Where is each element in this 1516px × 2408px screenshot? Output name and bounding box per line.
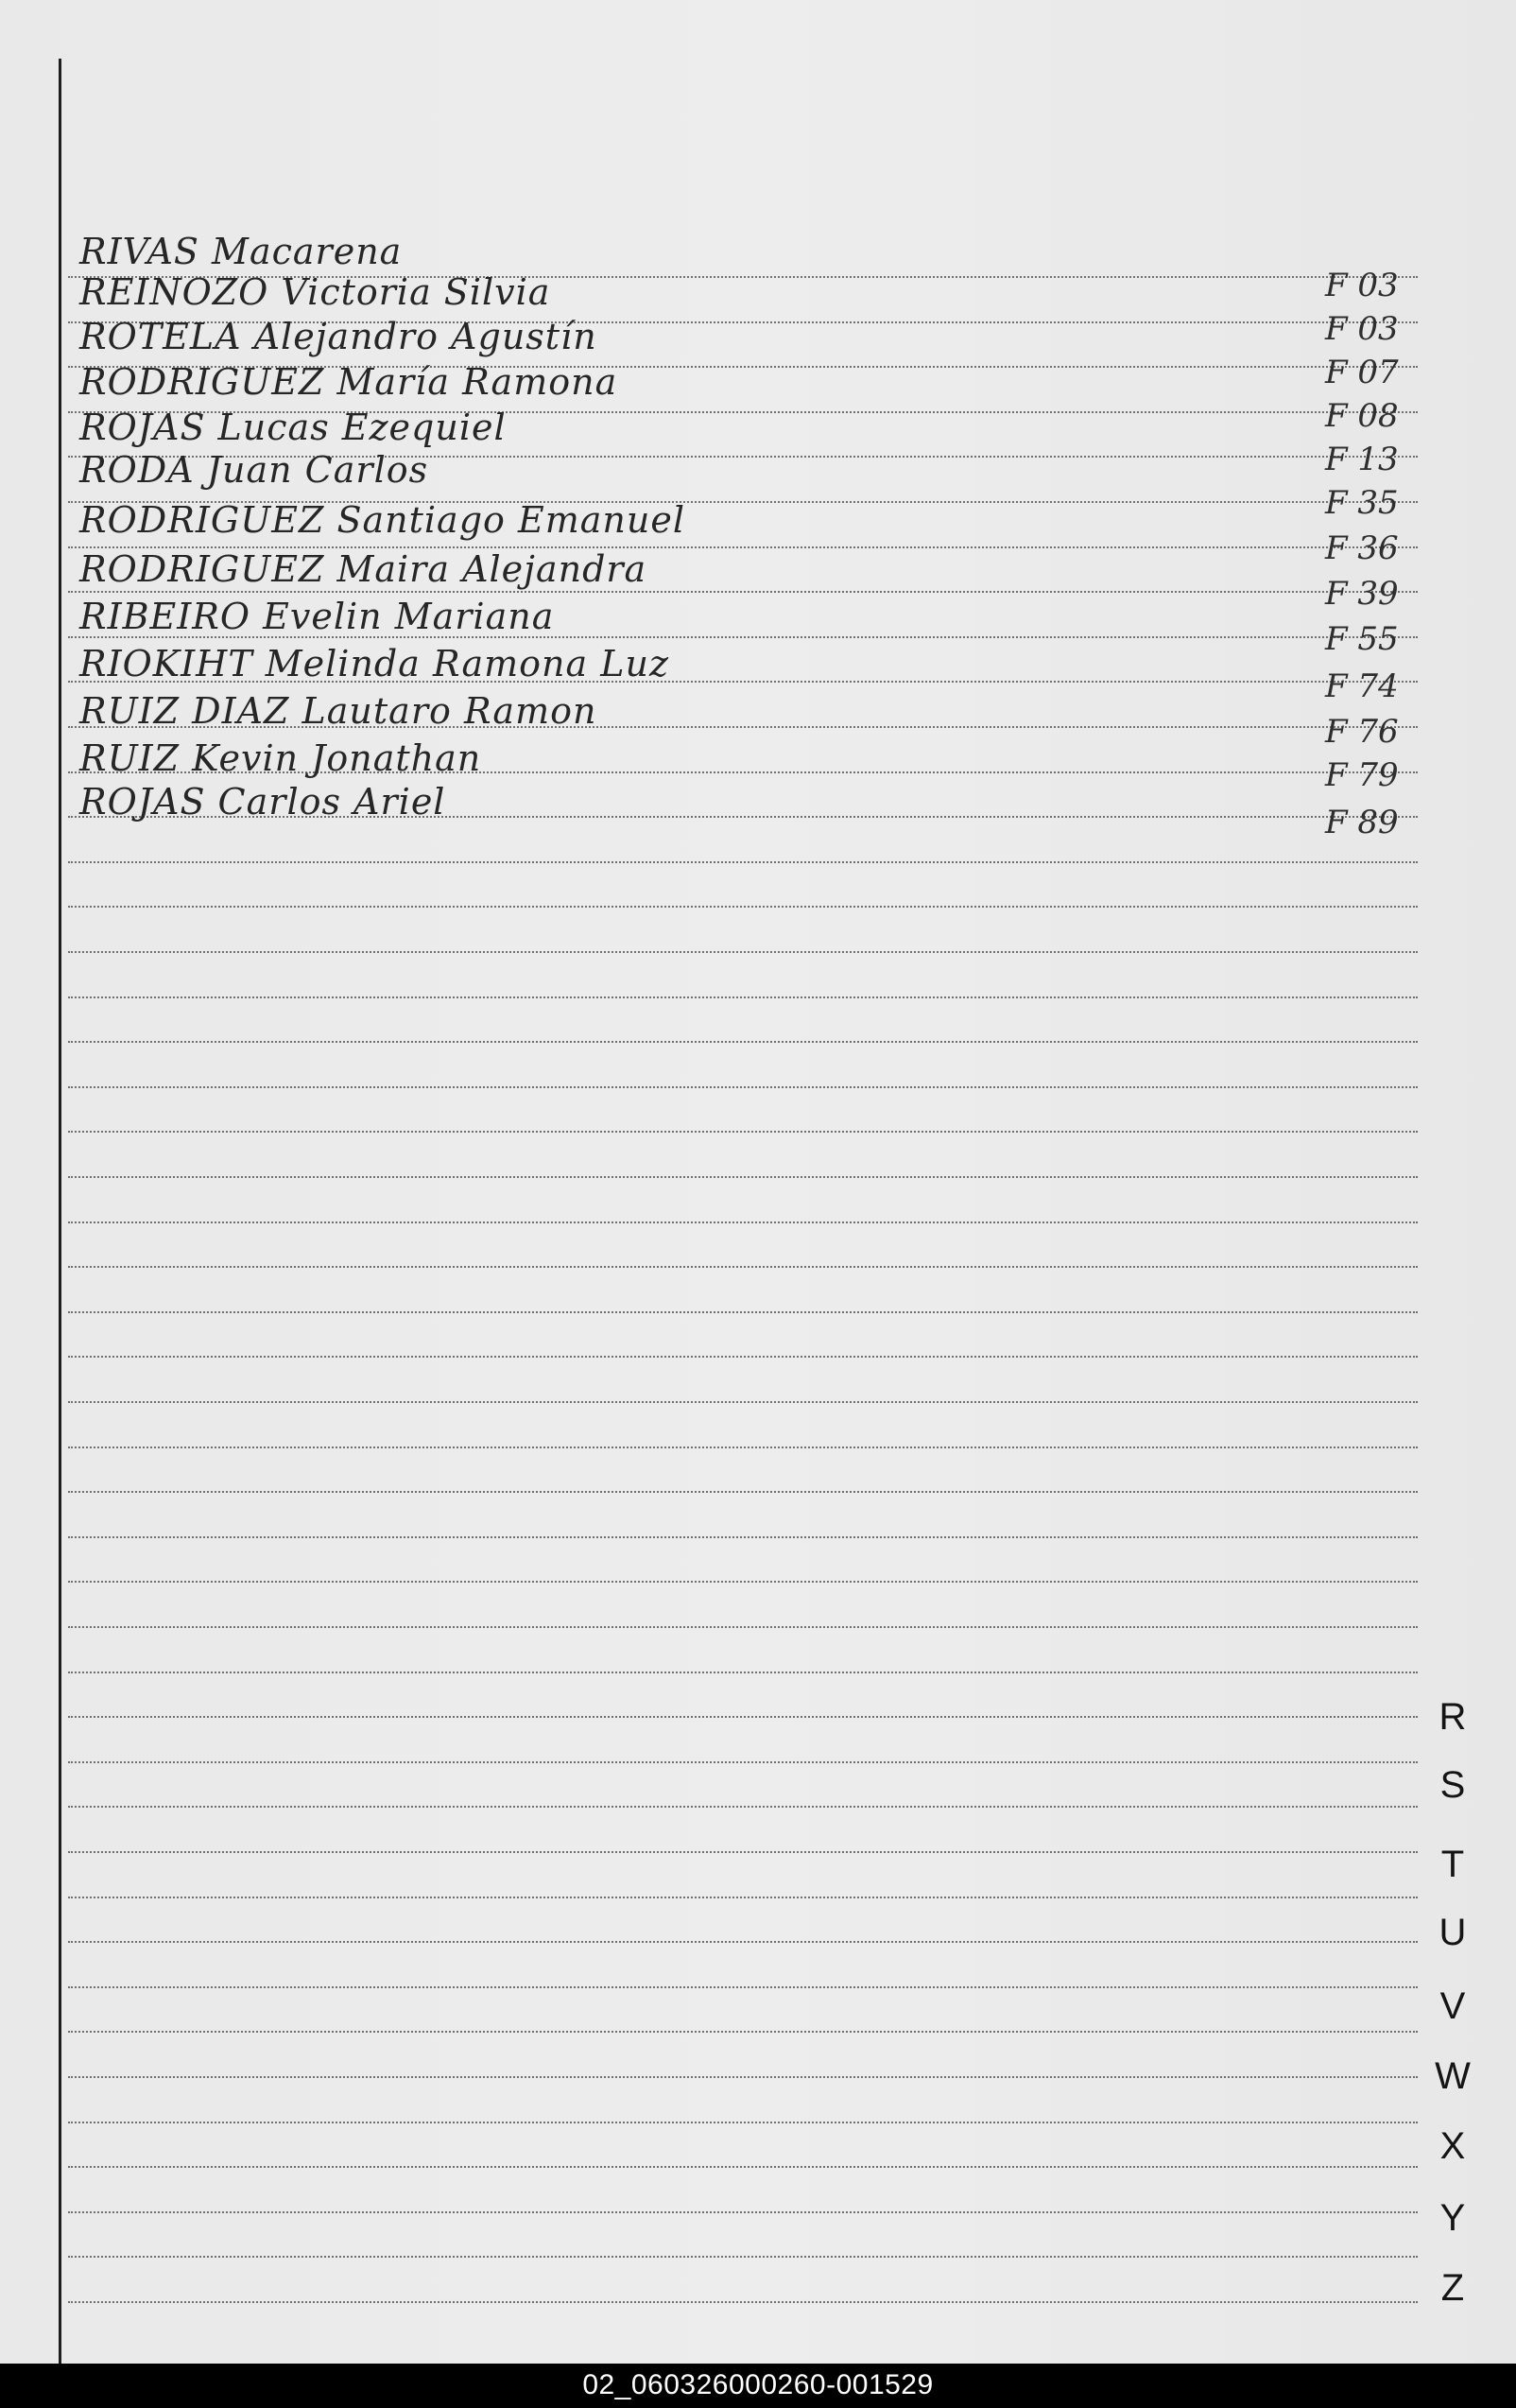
index-tab-y[interactable]: Y — [1439, 2197, 1466, 2239]
entry-folio: F 13 — [1325, 441, 1399, 478]
ruled-line — [68, 1806, 1418, 1808]
entry-folio: F 07 — [1325, 354, 1399, 391]
ruled-line — [68, 1761, 1418, 1763]
entry-folio: F 89 — [1325, 804, 1399, 841]
index-tab-x[interactable]: X — [1439, 2125, 1466, 2167]
ruled-line — [68, 1311, 1418, 1313]
ruled-line — [68, 861, 1418, 863]
entry-folio: F 03 — [1325, 310, 1399, 348]
ruled-line — [68, 2076, 1418, 2078]
ruled-line — [68, 1041, 1418, 1043]
entry-folio: F 79 — [1325, 756, 1399, 794]
ruled-line — [68, 1536, 1418, 1538]
entry-name: RUIZ Kevin Jonathan — [79, 737, 482, 779]
entry-folio: F 74 — [1325, 667, 1399, 705]
ruled-line — [68, 1626, 1418, 1628]
ruled-line — [68, 1086, 1418, 1088]
entry-name: ROJAS Lucas Ezequiel — [79, 407, 507, 448]
entry-folio: F 35 — [1325, 484, 1399, 522]
index-tab-s[interactable]: S — [1439, 1764, 1466, 1806]
ruled-line — [68, 2166, 1418, 2168]
ruled-line — [68, 1581, 1418, 1583]
entry-name: RIBEIRO Evelin Mariana — [79, 596, 555, 637]
ruled-line — [68, 1491, 1418, 1493]
index-tab-v[interactable]: V — [1439, 1985, 1466, 2027]
entry-folio: F 55 — [1325, 620, 1399, 658]
ruled-line — [68, 1447, 1418, 1448]
ruled-line — [68, 951, 1418, 953]
ruled-line — [68, 1986, 1418, 1988]
entry-folio: F 03 — [1325, 267, 1399, 304]
ruled-line — [68, 1266, 1418, 1268]
ruled-line — [68, 1941, 1418, 1943]
ruled-line — [68, 1176, 1418, 1178]
ruled-line — [68, 2301, 1418, 2303]
entry-name: RODRIGUEZ Maira Alejandra — [79, 548, 647, 590]
entry-folio: F 36 — [1325, 529, 1399, 567]
ruled-line — [68, 1221, 1418, 1223]
entry-name: RODRIGUEZ María Ramona — [79, 361, 618, 403]
entry-name: RIOKIHT Melinda Ramona Luz — [79, 643, 669, 684]
ruled-line — [68, 1897, 1418, 1898]
ruled-line — [68, 2122, 1418, 2123]
entry-name: RUIZ DIAZ Lautaro Ramon — [79, 690, 597, 732]
entry-name: ROTELA Alejandro Agustín — [79, 316, 597, 357]
ruled-line — [68, 2256, 1418, 2258]
index-tab-u[interactable]: U — [1438, 1912, 1467, 1953]
ruled-line — [68, 996, 1418, 998]
ruled-line — [68, 1356, 1418, 1358]
entry-name: ROJAS Carlos Ariel — [79, 781, 446, 823]
ruled-line — [68, 1131, 1418, 1133]
ruled-line — [68, 591, 1418, 593]
scan-footer — [0, 2364, 1516, 2408]
entry-folio: F 08 — [1325, 397, 1399, 435]
ruled-line — [68, 2211, 1418, 2213]
ruled-line — [68, 1716, 1418, 1718]
ruled-line — [68, 2031, 1418, 2033]
document-id: 02_060326000260-001529 — [582, 2369, 934, 2400]
index-tab-r[interactable]: R — [1438, 1696, 1467, 1738]
entry-name: REINOZO Victoria Silvia — [79, 271, 551, 313]
ruled-line — [68, 1851, 1418, 1853]
ruled-line — [68, 1672, 1418, 1673]
margin-line — [59, 59, 61, 2364]
entry-folio: F 39 — [1325, 575, 1399, 613]
ruled-line — [68, 906, 1418, 908]
entry-name: RODRIGUEZ Santiago Emanuel — [79, 499, 685, 541]
index-tab-t[interactable]: T — [1440, 1844, 1465, 1885]
entry-name: RODA Juan Carlos — [79, 449, 429, 491]
index-tab-z[interactable]: Z — [1440, 2267, 1465, 2309]
ruled-line — [68, 1401, 1418, 1403]
index-tab-w[interactable]: W — [1435, 2055, 1471, 2097]
entry-name: RIVAS Macarena — [79, 231, 403, 272]
entry-folio: F 76 — [1325, 713, 1399, 751]
